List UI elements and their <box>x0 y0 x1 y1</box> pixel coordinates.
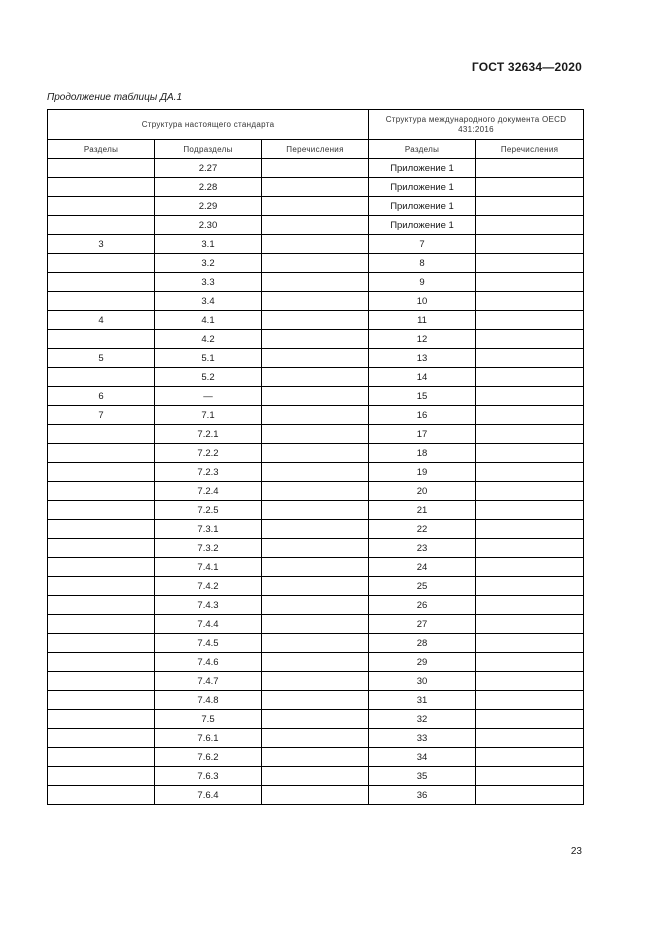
table-row <box>48 425 584 444</box>
cell-intl-enumeration <box>476 254 584 273</box>
cell-intl-section: 11 <box>369 311 476 330</box>
cell-subsection: 5.2 <box>155 368 262 387</box>
cell-intl-enumeration <box>476 444 584 463</box>
column-header-sections: Разделы <box>48 140 155 159</box>
cell-intl-section: 21 <box>369 501 476 520</box>
cell-section: 6 <box>48 387 155 406</box>
cell-section <box>48 216 155 235</box>
table-row <box>48 653 584 672</box>
cell-intl-enumeration <box>476 216 584 235</box>
cell-intl-section: 14 <box>369 368 476 387</box>
table-row <box>48 577 584 596</box>
cell-intl-section: 35 <box>369 767 476 786</box>
cell-intl-section: 9 <box>369 273 476 292</box>
cell-subsection: 3.3 <box>155 273 262 292</box>
cell-intl-section: Приложение 1 <box>369 178 476 197</box>
cell-subsection: 7.3.2 <box>155 539 262 558</box>
cell-enumeration <box>262 197 369 216</box>
cell-intl-section: 31 <box>369 691 476 710</box>
cell-intl-enumeration <box>476 330 584 349</box>
table-row <box>48 748 584 767</box>
cell-intl-section: 36 <box>369 786 476 805</box>
table-body <box>48 159 584 805</box>
cell-intl-section: 22 <box>369 520 476 539</box>
cell-enumeration <box>262 311 369 330</box>
document-designation: ГОСТ 32634—2020 <box>471 60 582 74</box>
cell-intl-enumeration <box>476 539 584 558</box>
cell-enumeration <box>262 596 369 615</box>
cell-section <box>48 558 155 577</box>
column-header-subsections: Подразделы <box>155 140 262 159</box>
cell-intl-enumeration <box>476 273 584 292</box>
cell-intl-section: 25 <box>369 577 476 596</box>
cell-section <box>48 748 155 767</box>
cell-intl-section: 20 <box>369 482 476 501</box>
cell-enumeration <box>262 558 369 577</box>
cell-intl-enumeration <box>476 349 584 368</box>
cell-enumeration <box>262 786 369 805</box>
table-row <box>48 691 584 710</box>
table-row <box>48 463 584 482</box>
cell-subsection: 3.1 <box>155 235 262 254</box>
cell-intl-section: 13 <box>369 349 476 368</box>
cell-intl-section: 23 <box>369 539 476 558</box>
cell-section <box>48 482 155 501</box>
page-number: 23 <box>570 846 582 857</box>
cell-intl-section: 32 <box>369 710 476 729</box>
cell-enumeration <box>262 273 369 292</box>
cell-intl-enumeration <box>476 748 584 767</box>
group-header-international-document: Структура международного документа OECD 431:2016 <box>369 110 584 140</box>
column-header-enumerations: Перечисления <box>262 140 369 159</box>
cell-section <box>48 615 155 634</box>
cell-section: 7 <box>48 406 155 425</box>
cell-enumeration <box>262 425 369 444</box>
cell-intl-section: 33 <box>369 729 476 748</box>
table-row <box>48 634 584 653</box>
cell-subsection: 7.4.5 <box>155 634 262 653</box>
table-row <box>48 406 584 425</box>
cell-intl-section: 16 <box>369 406 476 425</box>
cell-subsection: 7.4.1 <box>155 558 262 577</box>
cell-section <box>48 729 155 748</box>
cell-intl-section: 10 <box>369 292 476 311</box>
cell-section <box>48 596 155 615</box>
cell-intl-section: 26 <box>369 596 476 615</box>
cell-subsection: 7.2.1 <box>155 425 262 444</box>
cell-intl-section: 24 <box>369 558 476 577</box>
cell-subsection: 2.28 <box>155 178 262 197</box>
cell-intl-enumeration <box>476 235 584 254</box>
cell-enumeration <box>262 349 369 368</box>
column-header-intl-enumerations: Перечисления <box>476 140 584 159</box>
cell-intl-enumeration <box>476 596 584 615</box>
cell-enumeration <box>262 710 369 729</box>
table-row <box>48 767 584 786</box>
cell-intl-enumeration <box>476 406 584 425</box>
cell-intl-enumeration <box>476 482 584 501</box>
cell-intl-section: 19 <box>369 463 476 482</box>
cell-enumeration <box>262 634 369 653</box>
cell-enumeration <box>262 501 369 520</box>
cell-subsection: 7.5 <box>155 710 262 729</box>
cell-section: 3 <box>48 235 155 254</box>
cell-intl-enumeration <box>476 710 584 729</box>
cell-enumeration <box>262 577 369 596</box>
cell-intl-section: 7 <box>369 235 476 254</box>
table-row <box>48 292 584 311</box>
cell-section <box>48 463 155 482</box>
table-row <box>48 786 584 805</box>
cell-subsection: 7.2.4 <box>155 482 262 501</box>
cell-intl-section: 30 <box>369 672 476 691</box>
cell-subsection: 7.4.2 <box>155 577 262 596</box>
cell-intl-enumeration <box>476 672 584 691</box>
cell-intl-section: 28 <box>369 634 476 653</box>
cell-subsection: 7.6.3 <box>155 767 262 786</box>
cell-intl-enumeration <box>476 463 584 482</box>
cell-section <box>48 577 155 596</box>
cell-section <box>48 444 155 463</box>
cell-intl-enumeration <box>476 691 584 710</box>
cell-section <box>48 425 155 444</box>
cell-intl-enumeration <box>476 729 584 748</box>
table-row <box>48 482 584 501</box>
cell-enumeration <box>262 767 369 786</box>
cell-intl-section: Приложение 1 <box>369 197 476 216</box>
table-row <box>48 596 584 615</box>
cell-section <box>48 159 155 178</box>
cell-intl-section: 29 <box>369 653 476 672</box>
cell-intl-enumeration <box>476 520 584 539</box>
cell-intl-enumeration <box>476 786 584 805</box>
cell-enumeration <box>262 729 369 748</box>
cell-section <box>48 634 155 653</box>
table-row <box>48 444 584 463</box>
cell-intl-enumeration <box>476 634 584 653</box>
cell-section <box>48 330 155 349</box>
cell-subsection: 7.4.8 <box>155 691 262 710</box>
cell-subsection: 7.4.4 <box>155 615 262 634</box>
cell-subsection: 7.4.3 <box>155 596 262 615</box>
correspondence-table <box>47 109 584 805</box>
cell-subsection: 7.2.3 <box>155 463 262 482</box>
cell-subsection: 7.2.2 <box>155 444 262 463</box>
cell-subsection: 4.2 <box>155 330 262 349</box>
column-header-intl-sections: Разделы <box>369 140 476 159</box>
cell-subsection: 4.1 <box>155 311 262 330</box>
table-row <box>48 235 584 254</box>
cell-section <box>48 767 155 786</box>
table-row <box>48 178 584 197</box>
table-row <box>48 672 584 691</box>
cell-section <box>48 292 155 311</box>
cell-enumeration <box>262 463 369 482</box>
cell-enumeration <box>262 387 369 406</box>
cell-intl-enumeration <box>476 292 584 311</box>
cell-enumeration <box>262 691 369 710</box>
cell-section <box>48 273 155 292</box>
cell-section <box>48 786 155 805</box>
cell-intl-section: 8 <box>369 254 476 273</box>
group-header-current-standard: Структура настоящего стандарта <box>48 110 369 140</box>
cell-intl-enumeration <box>476 368 584 387</box>
cell-enumeration <box>262 653 369 672</box>
cell-intl-section: 34 <box>369 748 476 767</box>
cell-enumeration <box>262 159 369 178</box>
cell-section <box>48 197 155 216</box>
cell-enumeration <box>262 539 369 558</box>
cell-intl-enumeration <box>476 558 584 577</box>
cell-enumeration <box>262 748 369 767</box>
cell-enumeration <box>262 672 369 691</box>
cell-intl-enumeration <box>476 501 584 520</box>
table-row <box>48 311 584 330</box>
cell-intl-enumeration <box>476 577 584 596</box>
cell-enumeration <box>262 330 369 349</box>
cell-section <box>48 672 155 691</box>
cell-intl-enumeration <box>476 653 584 672</box>
table-row <box>48 197 584 216</box>
cell-subsection: — <box>155 387 262 406</box>
cell-intl-enumeration <box>476 178 584 197</box>
cell-subsection: 7.2.5 <box>155 501 262 520</box>
cell-subsection: 7.6.1 <box>155 729 262 748</box>
table-row <box>48 159 584 178</box>
cell-intl-enumeration <box>476 311 584 330</box>
cell-intl-enumeration <box>476 197 584 216</box>
cell-intl-enumeration <box>476 387 584 406</box>
table-row <box>48 539 584 558</box>
cell-subsection: 7.6.2 <box>155 748 262 767</box>
cell-intl-enumeration <box>476 425 584 444</box>
cell-section <box>48 710 155 729</box>
cell-intl-section: Приложение 1 <box>369 216 476 235</box>
table-row <box>48 368 584 387</box>
table-row <box>48 273 584 292</box>
table-row <box>48 501 584 520</box>
cell-intl-section: 12 <box>369 330 476 349</box>
cell-enumeration <box>262 216 369 235</box>
cell-subsection: 7.1 <box>155 406 262 425</box>
table-row <box>48 729 584 748</box>
table-row <box>48 254 584 273</box>
cell-subsection: 7.4.7 <box>155 672 262 691</box>
table-row <box>48 615 584 634</box>
cell-enumeration <box>262 615 369 634</box>
cell-enumeration <box>262 178 369 197</box>
cell-subsection: 7.3.1 <box>155 520 262 539</box>
cell-intl-section: 17 <box>369 425 476 444</box>
cell-section <box>48 178 155 197</box>
cell-section <box>48 254 155 273</box>
cell-section <box>48 653 155 672</box>
cell-enumeration <box>262 368 369 387</box>
cell-section: 4 <box>48 311 155 330</box>
table-caption: Продолжение таблицы ДА.1 <box>47 92 183 103</box>
cell-section <box>48 691 155 710</box>
cell-enumeration <box>262 292 369 311</box>
table-row <box>48 387 584 406</box>
cell-enumeration <box>262 235 369 254</box>
cell-enumeration <box>262 254 369 273</box>
cell-subsection: 2.30 <box>155 216 262 235</box>
cell-enumeration <box>262 520 369 539</box>
cell-section: 5 <box>48 349 155 368</box>
cell-intl-enumeration <box>476 615 584 634</box>
cell-intl-section: 18 <box>369 444 476 463</box>
cell-subsection: 7.6.4 <box>155 786 262 805</box>
cell-intl-section: 15 <box>369 387 476 406</box>
cell-section <box>48 368 155 387</box>
cell-section <box>48 520 155 539</box>
cell-enumeration <box>262 406 369 425</box>
cell-subsection: 2.29 <box>155 197 262 216</box>
cell-enumeration <box>262 444 369 463</box>
cell-intl-enumeration <box>476 767 584 786</box>
cell-subsection: 2.27 <box>155 159 262 178</box>
cell-subsection: 7.4.6 <box>155 653 262 672</box>
cell-enumeration <box>262 482 369 501</box>
table-row <box>48 558 584 577</box>
cell-subsection: 3.4 <box>155 292 262 311</box>
table-row <box>48 216 584 235</box>
cell-subsection: 5.1 <box>155 349 262 368</box>
cell-section <box>48 501 155 520</box>
cell-section <box>48 539 155 558</box>
cell-intl-enumeration <box>476 159 584 178</box>
table-row <box>48 710 584 729</box>
table-row <box>48 330 584 349</box>
table-row <box>48 349 584 368</box>
table-row <box>48 520 584 539</box>
cell-intl-section: 27 <box>369 615 476 634</box>
cell-intl-section: Приложение 1 <box>369 159 476 178</box>
cell-subsection: 3.2 <box>155 254 262 273</box>
